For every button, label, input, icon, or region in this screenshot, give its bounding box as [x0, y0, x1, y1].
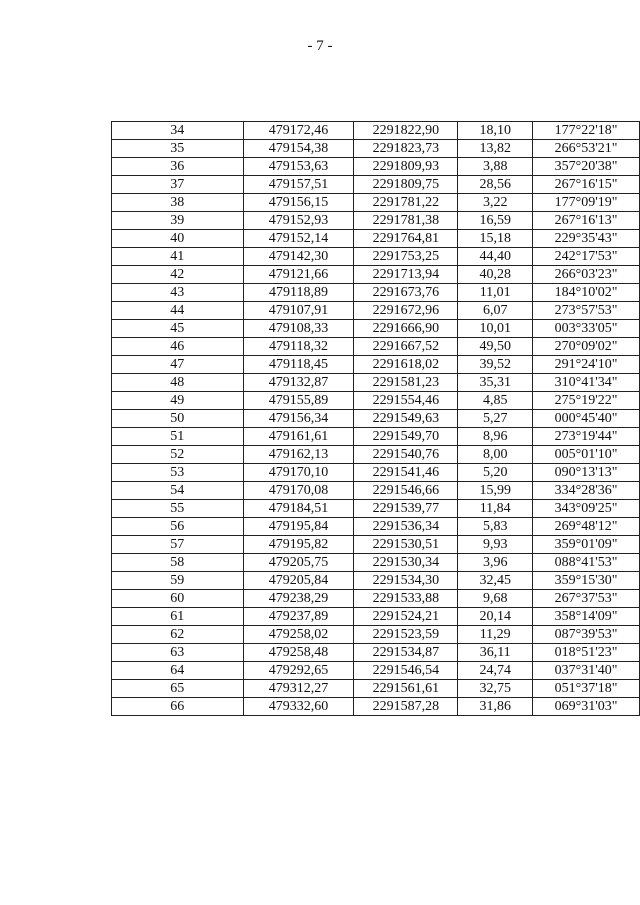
table-row: [112, 266, 640, 284]
distance-cell: 9,93: [458, 536, 533, 554]
distance-cell: 8,96: [458, 428, 533, 446]
point-number-cell: 51: [112, 428, 244, 446]
bearing-cell: 273°19'44": [533, 428, 640, 446]
bearing-cell: 270°09'02": [533, 338, 640, 356]
bearing-cell: 275°19'22": [533, 392, 640, 410]
point-number-cell: 49: [112, 392, 244, 410]
bearing-cell: 018°51'23": [533, 644, 640, 662]
distance-cell: 15,18: [458, 230, 533, 248]
point-number-cell: 34: [112, 122, 244, 140]
bearing-cell: 343°09'25": [533, 500, 640, 518]
y-coordinate-cell: 2291530,51: [354, 536, 458, 554]
table-row: [112, 626, 640, 644]
bearing-cell: 005°01'10": [533, 446, 640, 464]
point-number-cell: 55: [112, 500, 244, 518]
distance-cell: 31,86: [458, 698, 533, 716]
x-coordinate-cell: 479121,66: [243, 266, 354, 284]
y-coordinate-cell: 2291809,75: [354, 176, 458, 194]
table-row: [112, 284, 640, 302]
table-row: [112, 500, 640, 518]
point-number-cell: 62: [112, 626, 244, 644]
y-coordinate-cell: 2291764,81: [354, 230, 458, 248]
table-row: [112, 212, 640, 230]
bearing-cell: 184°10'02": [533, 284, 640, 302]
distance-cell: 18,10: [458, 122, 533, 140]
y-coordinate-cell: 2291554,46: [354, 392, 458, 410]
table-row: [112, 554, 640, 572]
bearing-cell: 088°41'53": [533, 554, 640, 572]
point-number-cell: 47: [112, 356, 244, 374]
x-coordinate-cell: 479118,32: [243, 338, 354, 356]
y-coordinate-cell: 2291539,77: [354, 500, 458, 518]
bearing-cell: 357°20'38": [533, 158, 640, 176]
page-number: - 7 -: [307, 38, 333, 54]
distance-cell: 5,27: [458, 410, 533, 428]
point-number-cell: 61: [112, 608, 244, 626]
y-coordinate-cell: 2291823,73: [354, 140, 458, 158]
y-coordinate-cell: 2291530,34: [354, 554, 458, 572]
y-coordinate-cell: 2291581,23: [354, 374, 458, 392]
point-number-cell: 43: [112, 284, 244, 302]
table-row: [112, 392, 640, 410]
table-row: [112, 680, 640, 698]
distance-cell: 32,45: [458, 572, 533, 590]
bearing-cell: 267°37'53": [533, 590, 640, 608]
x-coordinate-cell: 479152,93: [243, 212, 354, 230]
distance-cell: 3,96: [458, 554, 533, 572]
y-coordinate-cell: 2291549,63: [354, 410, 458, 428]
y-coordinate-cell: 2291672,96: [354, 302, 458, 320]
point-number-cell: 66: [112, 698, 244, 716]
bearing-cell: 000°45'40": [533, 410, 640, 428]
y-coordinate-cell: 2291533,88: [354, 590, 458, 608]
point-number-cell: 53: [112, 464, 244, 482]
table-row: [112, 662, 640, 680]
y-coordinate-cell: 2291753,25: [354, 248, 458, 266]
distance-cell: 11,01: [458, 284, 533, 302]
coordinates-table-body: [112, 122, 640, 716]
x-coordinate-cell: 479172,46: [243, 122, 354, 140]
table-row: [112, 590, 640, 608]
x-coordinate-cell: 479258,48: [243, 644, 354, 662]
x-coordinate-cell: 479118,45: [243, 356, 354, 374]
table-row: [112, 248, 640, 266]
table-row: [112, 230, 640, 248]
table-row: [112, 410, 640, 428]
x-coordinate-cell: 479162,13: [243, 446, 354, 464]
table-row: [112, 194, 640, 212]
x-coordinate-cell: 479312,27: [243, 680, 354, 698]
y-coordinate-cell: 2291536,34: [354, 518, 458, 536]
bearing-cell: 266°53'21": [533, 140, 640, 158]
x-coordinate-cell: 479205,75: [243, 554, 354, 572]
point-number-cell: 42: [112, 266, 244, 284]
y-coordinate-cell: 2291666,90: [354, 320, 458, 338]
y-coordinate-cell: 2291561,61: [354, 680, 458, 698]
x-coordinate-cell: 479153,63: [243, 158, 354, 176]
distance-cell: 3,22: [458, 194, 533, 212]
bearing-cell: 090°13'13": [533, 464, 640, 482]
bearing-cell: 229°35'43": [533, 230, 640, 248]
point-number-cell: 60: [112, 590, 244, 608]
distance-cell: 8,00: [458, 446, 533, 464]
bearing-cell: 267°16'15": [533, 176, 640, 194]
table-row: [112, 122, 640, 140]
x-coordinate-cell: 479184,51: [243, 500, 354, 518]
bearing-cell: 267°16'13": [533, 212, 640, 230]
table-row: [112, 374, 640, 392]
distance-cell: 11,84: [458, 500, 533, 518]
distance-cell: 44,40: [458, 248, 533, 266]
point-number-cell: 50: [112, 410, 244, 428]
bearing-cell: 310°41'34": [533, 374, 640, 392]
x-coordinate-cell: 479161,61: [243, 428, 354, 446]
distance-cell: 24,74: [458, 662, 533, 680]
table-row: [112, 608, 640, 626]
table-row: [112, 644, 640, 662]
y-coordinate-cell: 2291541,46: [354, 464, 458, 482]
distance-cell: 13,82: [458, 140, 533, 158]
x-coordinate-cell: 479170,08: [243, 482, 354, 500]
bearing-cell: 003°33'05": [533, 320, 640, 338]
distance-cell: 4,85: [458, 392, 533, 410]
bearing-cell: 177°22'18": [533, 122, 640, 140]
table-row: [112, 698, 640, 716]
distance-cell: 32,75: [458, 680, 533, 698]
x-coordinate-cell: 479154,38: [243, 140, 354, 158]
distance-cell: 9,68: [458, 590, 533, 608]
y-coordinate-cell: 2291781,38: [354, 212, 458, 230]
y-coordinate-cell: 2291534,87: [354, 644, 458, 662]
bearing-cell: 269°48'12": [533, 518, 640, 536]
x-coordinate-cell: 479258,02: [243, 626, 354, 644]
x-coordinate-cell: 479157,51: [243, 176, 354, 194]
point-number-cell: 57: [112, 536, 244, 554]
bearing-cell: 359°01'09": [533, 536, 640, 554]
x-coordinate-cell: 479152,14: [243, 230, 354, 248]
point-number-cell: 58: [112, 554, 244, 572]
x-coordinate-cell: 479292,65: [243, 662, 354, 680]
bearing-cell: 334°28'36": [533, 482, 640, 500]
point-number-cell: 64: [112, 662, 244, 680]
y-coordinate-cell: 2291822,90: [354, 122, 458, 140]
table-row: [112, 482, 640, 500]
bearing-cell: 359°15'30": [533, 572, 640, 590]
bearing-cell: 358°14'09": [533, 608, 640, 626]
bearing-cell: 069°31'03": [533, 698, 640, 716]
bearing-cell: 177°09'19": [533, 194, 640, 212]
distance-cell: 5,20: [458, 464, 533, 482]
x-coordinate-cell: 479156,34: [243, 410, 354, 428]
y-coordinate-cell: 2291587,28: [354, 698, 458, 716]
x-coordinate-cell: 479107,91: [243, 302, 354, 320]
x-coordinate-cell: 479332,60: [243, 698, 354, 716]
distance-cell: 5,83: [458, 518, 533, 536]
y-coordinate-cell: 2291809,93: [354, 158, 458, 176]
distance-cell: 49,50: [458, 338, 533, 356]
point-number-cell: 45: [112, 320, 244, 338]
table-row: [112, 446, 640, 464]
point-number-cell: 37: [112, 176, 244, 194]
bearing-cell: 266°03'23": [533, 266, 640, 284]
distance-cell: 39,52: [458, 356, 533, 374]
y-coordinate-cell: 2291781,22: [354, 194, 458, 212]
table-row: [112, 338, 640, 356]
table-row: [112, 464, 640, 482]
bearing-cell: 087°39'53": [533, 626, 640, 644]
y-coordinate-cell: 2291546,66: [354, 482, 458, 500]
table-row: [112, 518, 640, 536]
point-number-cell: 54: [112, 482, 244, 500]
distance-cell: 11,29: [458, 626, 533, 644]
x-coordinate-cell: 479195,84: [243, 518, 354, 536]
point-number-cell: 63: [112, 644, 244, 662]
bearing-cell: 273°57'53": [533, 302, 640, 320]
table-row: [112, 158, 640, 176]
distance-cell: 36,11: [458, 644, 533, 662]
table-row: [112, 302, 640, 320]
distance-cell: 20,14: [458, 608, 533, 626]
point-number-cell: 39: [112, 212, 244, 230]
table-row: [112, 428, 640, 446]
y-coordinate-cell: 2291549,70: [354, 428, 458, 446]
table-row: [112, 536, 640, 554]
table-row: [112, 140, 640, 158]
x-coordinate-cell: 479156,15: [243, 194, 354, 212]
x-coordinate-cell: 479118,89: [243, 284, 354, 302]
point-number-cell: 35: [112, 140, 244, 158]
x-coordinate-cell: 479132,87: [243, 374, 354, 392]
distance-cell: 10,01: [458, 320, 533, 338]
point-number-cell: 44: [112, 302, 244, 320]
x-coordinate-cell: 479205,84: [243, 572, 354, 590]
y-coordinate-cell: 2291546,54: [354, 662, 458, 680]
coordinates-table: [111, 121, 640, 716]
point-number-cell: 48: [112, 374, 244, 392]
y-coordinate-cell: 2291673,76: [354, 284, 458, 302]
distance-cell: 16,59: [458, 212, 533, 230]
y-coordinate-cell: 2291618,02: [354, 356, 458, 374]
point-number-cell: 52: [112, 446, 244, 464]
x-coordinate-cell: 479238,29: [243, 590, 354, 608]
x-coordinate-cell: 479142,30: [243, 248, 354, 266]
table-row: [112, 572, 640, 590]
y-coordinate-cell: 2291523,59: [354, 626, 458, 644]
y-coordinate-cell: 2291534,30: [354, 572, 458, 590]
distance-cell: 3,88: [458, 158, 533, 176]
bearing-cell: 051°37'18": [533, 680, 640, 698]
distance-cell: 35,31: [458, 374, 533, 392]
point-number-cell: 65: [112, 680, 244, 698]
x-coordinate-cell: 479195,82: [243, 536, 354, 554]
y-coordinate-cell: 2291667,52: [354, 338, 458, 356]
bearing-cell: 291°24'10": [533, 356, 640, 374]
bearing-cell: 242°17'53": [533, 248, 640, 266]
table-row: [112, 176, 640, 194]
x-coordinate-cell: 479237,89: [243, 608, 354, 626]
x-coordinate-cell: 479108,33: [243, 320, 354, 338]
x-coordinate-cell: 479155,89: [243, 392, 354, 410]
table-row: [112, 320, 640, 338]
table-row: [112, 356, 640, 374]
point-number-cell: 56: [112, 518, 244, 536]
distance-cell: 40,28: [458, 266, 533, 284]
point-number-cell: 40: [112, 230, 244, 248]
x-coordinate-cell: 479170,10: [243, 464, 354, 482]
point-number-cell: 36: [112, 158, 244, 176]
point-number-cell: 59: [112, 572, 244, 590]
distance-cell: 28,56: [458, 176, 533, 194]
y-coordinate-cell: 2291540,76: [354, 446, 458, 464]
y-coordinate-cell: 2291524,21: [354, 608, 458, 626]
distance-cell: 15,99: [458, 482, 533, 500]
point-number-cell: 46: [112, 338, 244, 356]
bearing-cell: 037°31'40": [533, 662, 640, 680]
distance-cell: 6,07: [458, 302, 533, 320]
y-coordinate-cell: 2291713,94: [354, 266, 458, 284]
point-number-cell: 41: [112, 248, 244, 266]
point-number-cell: 38: [112, 194, 244, 212]
